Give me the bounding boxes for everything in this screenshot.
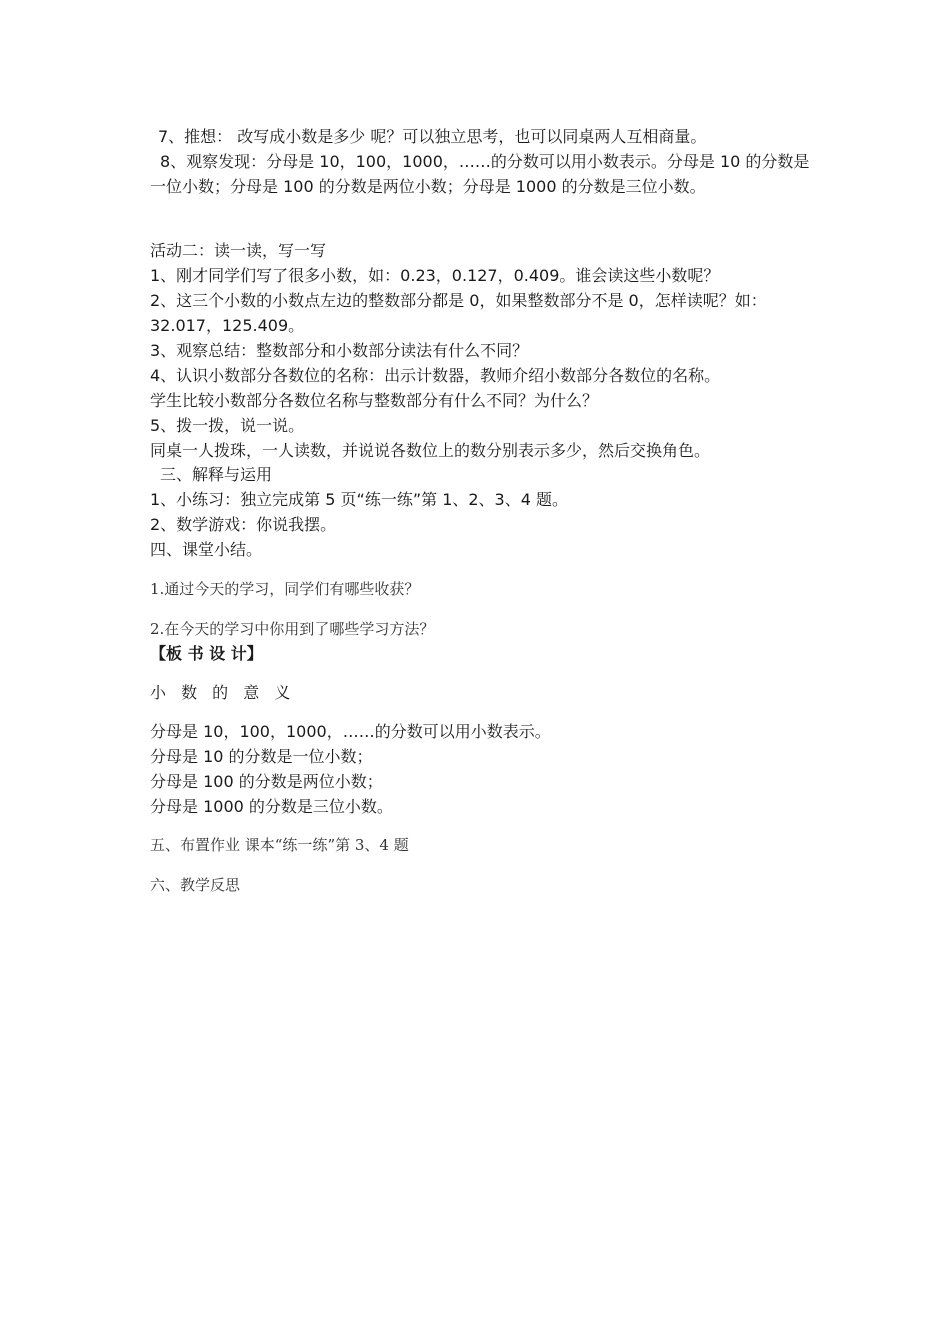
activity-2-item-3: 3、观察总结：整数部分和小数部分读法有什么不同？ bbox=[150, 341, 529, 360]
section-6-reflection: 六、教学反思 bbox=[150, 876, 241, 894]
paragraph-step-8: 8、观察发现：分母是 10，100，1000，……的分数可以用小数表示。分母是 10 的分数是 bbox=[160, 152, 810, 171]
activity-2-item-5-detail: 同桌一人拨珠，一人读数，并说说各数位上的数分别表示多少，然后交换角色。 bbox=[150, 441, 711, 460]
summary-question-1: 1.通过今天的学习，同学们有哪些收获？ bbox=[150, 580, 420, 598]
activity-2-item-1: 1、刚才同学们写了很多小数，如：0.23，0.127，0.409。谁会读这些小数呢？ bbox=[150, 266, 720, 285]
board-line-1: 分母是 10，100，1000，……的分数可以用小数表示。 bbox=[150, 722, 551, 741]
board-line-2: 分母是 10 的分数是一位小数； bbox=[150, 747, 373, 766]
section-3-item-2: 2、数学游戏：你说我摆。 bbox=[150, 515, 337, 534]
activity-2-item-2: 2、这三个小数的小数点左边的整数部分都是 0，如果整数部分不是 0，怎样读呢？如： bbox=[150, 291, 767, 310]
summary-question-2: 2.在今天的学习中你用到了哪些学习方法？ bbox=[150, 620, 435, 638]
section-4-heading: 四、课堂小结。 bbox=[150, 540, 263, 559]
board-title: 小 数 的 意 义 bbox=[150, 683, 296, 702]
board-line-4: 分母是 1000 的分数是三位小数。 bbox=[150, 797, 393, 816]
section-5-homework: 五、布置作业 课本“练一练”第 3、4 题 bbox=[150, 836, 409, 854]
section-3-heading: 三、解释与运用 bbox=[160, 465, 273, 484]
section-3-item-1: 1、小练习：独立完成第 5 页“练一练”第 1、2、3、4 题。 bbox=[150, 490, 569, 509]
activity-2-heading: 活动二：读一读，写一写 bbox=[150, 241, 327, 260]
board-design-heading: 【板 书 设 计】 bbox=[150, 644, 263, 663]
activity-2-item-4-question: 学生比较小数部分各数位名称与整数部分有什么不同？为什么？ bbox=[150, 391, 599, 410]
activity-2-item-4: 4、认识小数部分各数位的名称：出示计数器，教师介绍小数部分各数位的名称。 bbox=[150, 366, 721, 385]
activity-2-item-5: 5、拨一拨，说一说。 bbox=[150, 416, 305, 435]
paragraph-step-7: 7、推想： 改写成小数是多少 呢？可以独立思考，也可以同桌两人互相商量。 bbox=[158, 127, 707, 146]
activity-2-item-2-continued: 32.017，125.409。 bbox=[150, 316, 305, 335]
board-line-3: 分母是 100 的分数是两位小数； bbox=[150, 772, 383, 791]
paragraph-step-8-continued: 一位小数；分母是 100 的分数是两位小数；分母是 1000 的分数是三位小数。 bbox=[150, 177, 706, 196]
